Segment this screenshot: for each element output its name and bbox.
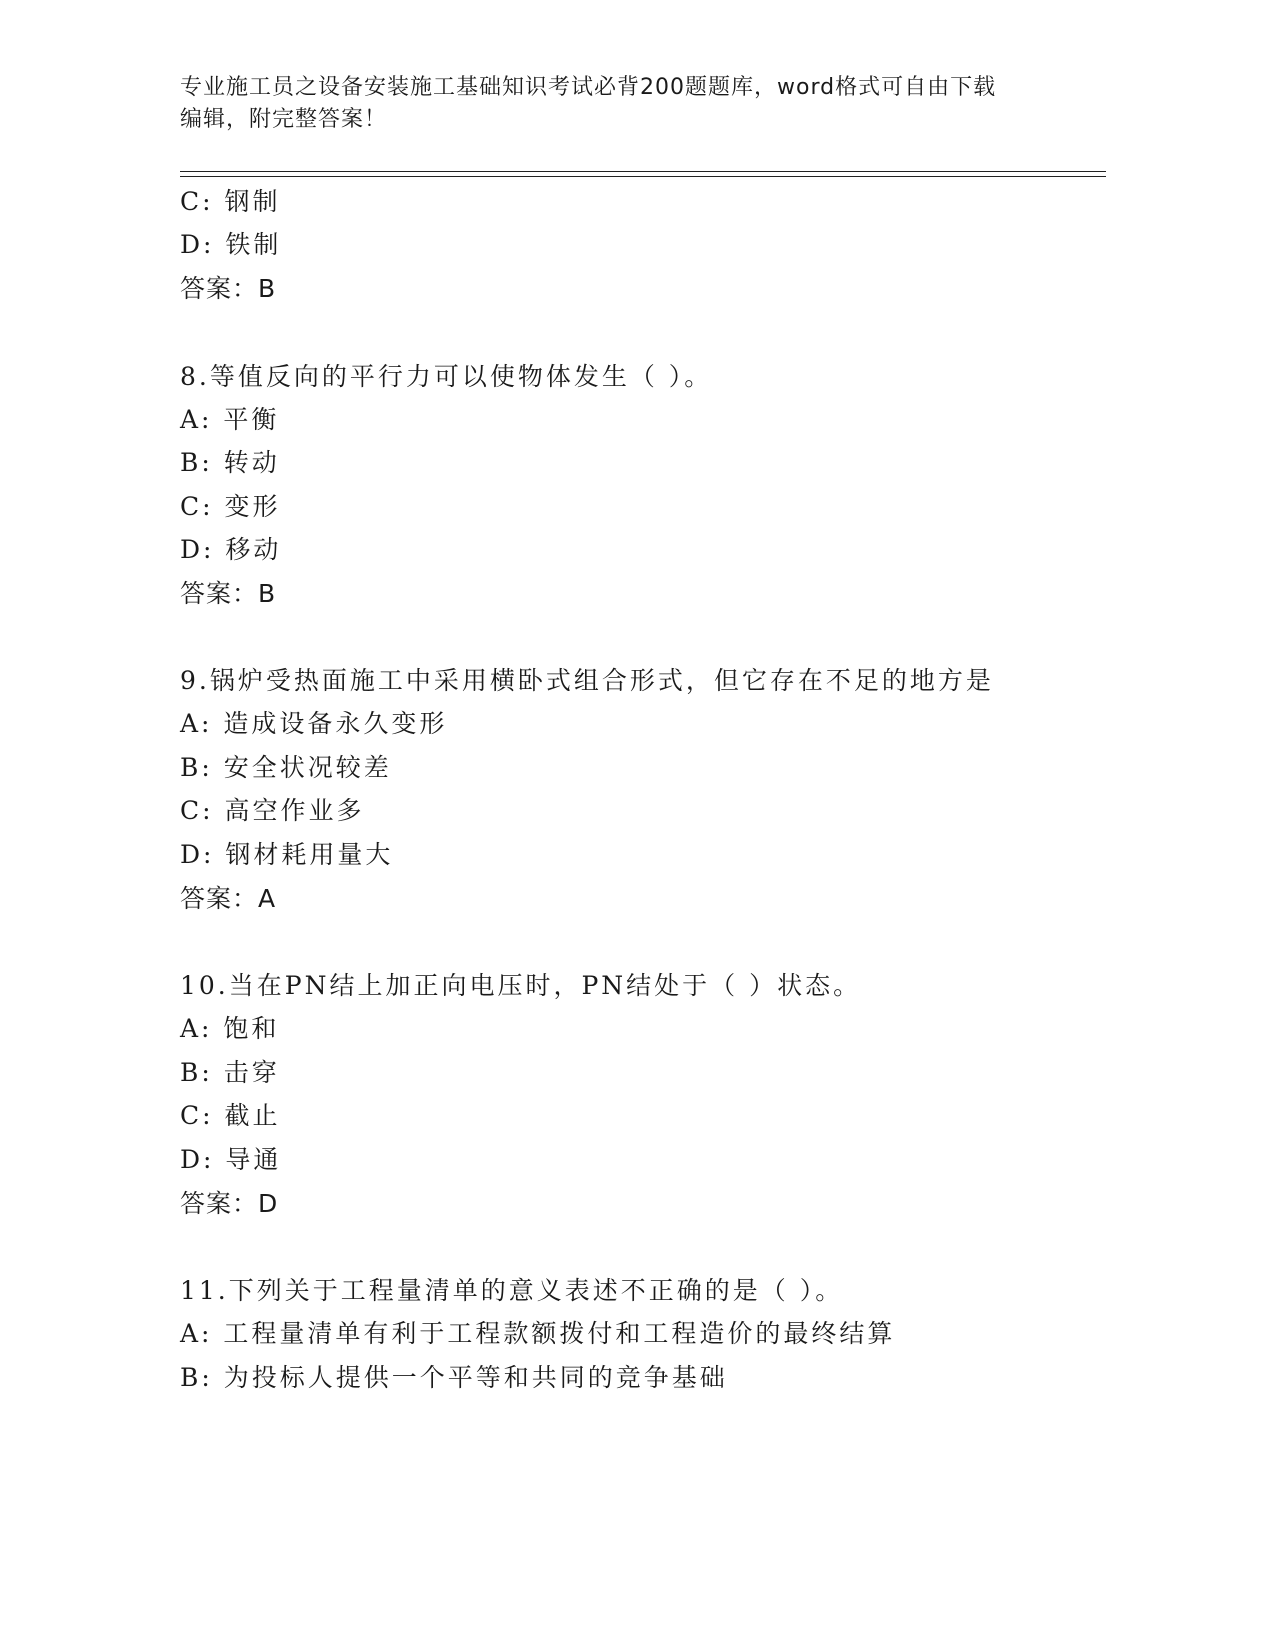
prev-option-c: C: 钢制 (180, 187, 281, 216)
header-title-line2: 编辑，附完整答案！ (180, 107, 388, 132)
question-8-answer: 答案：B (180, 579, 277, 608)
question-9-option-c: C: 高空作业多 (180, 796, 365, 825)
question-9-answer: 答案：A (180, 884, 277, 913)
header-title-line1: 专业施工员之设备安装施工基础知识考试必背200题题库，word格式可自由下载 (180, 75, 997, 100)
question-10-answer: 答案：D (180, 1189, 279, 1218)
prev-option-d: D: 铁制 (180, 230, 282, 259)
question-8-option-b: B: 转动 (180, 448, 280, 477)
question-11-stem: 11.下列关于工程量清单的意义表述不正确的是（ ）。 (180, 1276, 844, 1305)
question-8-option-c: C: 变形 (180, 492, 281, 521)
question-8-option-a: A: 平衡 (180, 405, 280, 434)
question-9-option-a: A: 造成设备永久变形 (180, 709, 448, 738)
question-9-option-b: B: 安全状况较差 (180, 753, 392, 782)
question-10-option-c: C: 截止 (180, 1101, 281, 1130)
header-divider-top (180, 171, 1106, 172)
question-8-stem: 8.等值反向的平行力可以使物体发生（ ）。 (180, 362, 713, 391)
question-10-option-b: B: 击穿 (180, 1058, 280, 1087)
header-divider-bottom (180, 176, 1106, 177)
question-10-option-a: A: 饱和 (180, 1014, 280, 1043)
prev-answer: 答案：B (180, 274, 277, 303)
question-11-option-a: A: 工程量清单有利于工程款额拨付和工程造价的最终结算 (180, 1319, 896, 1348)
document-header (180, 72, 1060, 136)
question-11-option-b: B: 为投标人提供一个平等和共同的竞争基础 (180, 1363, 728, 1392)
question-10-option-d: D: 导通 (180, 1145, 282, 1174)
question-9-option-d: D: 钢材耗用量大 (180, 840, 394, 869)
question-10-stem: 10.当在PN结上加正向电压时，PN结处于（ ）状态。 (180, 971, 862, 1000)
question-9-stem: 9.锅炉受热面施工中采用横卧式组合形式，但它存在不足的地方是 (180, 666, 994, 695)
question-8-option-d: D: 移动 (180, 535, 282, 564)
